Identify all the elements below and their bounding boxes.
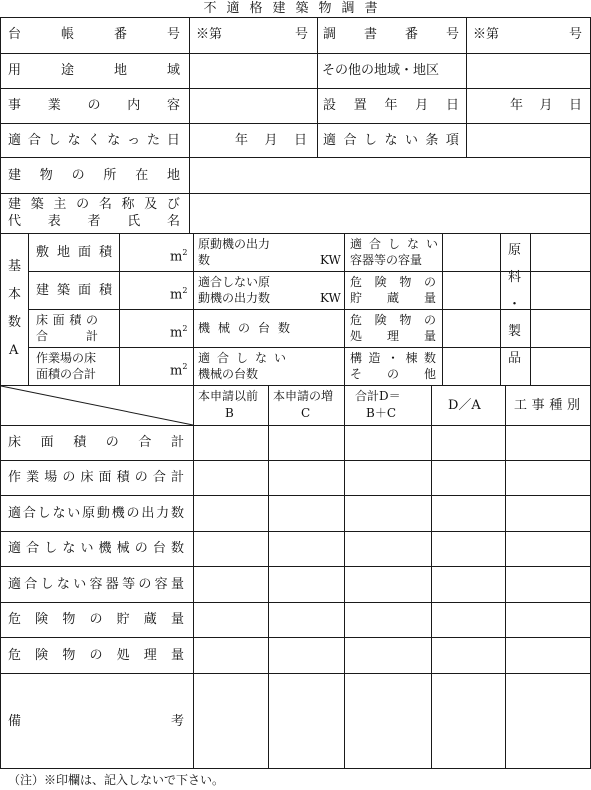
location-label	[8, 168, 180, 183]
nonconform-date-placeholder	[235, 133, 307, 148]
label-char: 面	[77, 283, 91, 298]
label-char: 物	[399, 275, 412, 289]
unit-m2: $m^2$	[170, 248, 188, 265]
label-char: 械	[116, 541, 130, 556]
label-char: 台	[8, 27, 22, 42]
label-char: 日	[293, 133, 307, 148]
rule	[268, 385, 269, 769]
label-char: 棟	[405, 351, 418, 365]
label-char: な	[107, 133, 121, 148]
survey-number-label	[323, 27, 459, 42]
rule	[0, 17, 591, 18]
label-char: 年	[235, 133, 249, 148]
label-char: 物	[39, 168, 53, 183]
nc-machines-label-2: 機械の台数	[198, 367, 259, 381]
label-char: 理	[143, 648, 157, 663]
rule	[0, 460, 591, 461]
rule	[317, 17, 318, 157]
label-char: 月	[539, 98, 553, 113]
label-char: 険	[374, 275, 387, 289]
survey-number-mark: ※第	[473, 27, 500, 42]
label-char: 険	[35, 612, 49, 627]
label-char: 適	[8, 577, 22, 592]
label-char: 内	[127, 98, 141, 113]
hazard-storage-label-2	[350, 291, 436, 305]
label-char: の	[76, 197, 90, 212]
label-char: 日	[445, 98, 459, 113]
install-date-placeholder	[510, 98, 582, 113]
label-char: の	[62, 470, 76, 485]
label-char: た	[147, 133, 161, 148]
label-char: 容	[154, 577, 168, 592]
row-label-hazard-storage	[8, 612, 184, 627]
label-char: 称	[121, 197, 135, 212]
rule	[0, 157, 591, 158]
label-char: 計	[170, 435, 184, 450]
rule	[193, 385, 194, 769]
label-char: な	[56, 577, 70, 592]
label-char: 面	[98, 470, 112, 485]
label-char: 械	[217, 321, 230, 335]
label-char: 造	[368, 351, 381, 365]
col-b-label-2: B	[225, 406, 234, 420]
row-label-floor-area	[8, 435, 184, 450]
label-char: の	[237, 321, 250, 335]
label-char: 用	[8, 63, 22, 78]
label-char: 険	[374, 313, 387, 327]
row-label-nc-container	[8, 577, 184, 592]
label-char: 番	[404, 27, 418, 42]
label-char: 床	[36, 313, 49, 327]
label-char: 建	[8, 168, 22, 183]
label-char: 合	[26, 541, 40, 556]
label-char: 他	[423, 367, 436, 381]
owner-label-line1	[8, 197, 180, 212]
hazard-process-label-1	[350, 313, 436, 327]
label-char: 設	[323, 98, 337, 113]
label-char: 域	[166, 63, 180, 78]
floor-area-label-2	[36, 329, 98, 343]
label-char: 数	[170, 506, 184, 521]
nc-machines-label-1	[198, 351, 286, 365]
label-char: 名	[98, 197, 112, 212]
label-char: 理	[386, 329, 399, 343]
rule	[0, 531, 591, 532]
workplace-area-label-1: 作業場の床	[36, 351, 97, 365]
structure-label-1	[350, 351, 436, 365]
label-char: 適	[350, 237, 363, 251]
label-char: い	[273, 351, 286, 365]
rule	[442, 233, 443, 385]
label-char: 日	[166, 133, 180, 148]
label-char: 処	[116, 648, 130, 663]
label-char: 号	[166, 27, 180, 42]
rule	[466, 17, 467, 157]
label-char: 合	[36, 329, 49, 343]
header-diagonal	[0, 385, 194, 426]
label-char: 危	[350, 275, 363, 289]
unit-m2: $m^2$	[170, 286, 188, 303]
nc-motor-label-2: 動機の出力数	[198, 291, 271, 305]
label-char: 危	[8, 648, 22, 663]
label-char: 合	[368, 237, 381, 251]
label-char: 敷	[36, 245, 50, 260]
label-char: 合	[24, 577, 38, 592]
label-char: 項	[445, 133, 459, 148]
label-char: の	[85, 313, 98, 327]
label-char: び	[166, 197, 180, 212]
label-char: 場	[44, 470, 58, 485]
label-char: 容	[89, 577, 103, 592]
install-date-label	[323, 98, 459, 113]
ledger-number-label	[8, 27, 180, 42]
row-label-workplace-area	[8, 470, 184, 485]
label-char: 代	[8, 214, 22, 229]
label-char: 適	[323, 133, 337, 148]
basic-side-label-3: 数	[8, 315, 22, 330]
unit-m2: $m^2$	[170, 362, 188, 379]
label-char: の	[71, 168, 85, 183]
col-d-label-1: 合計D＝	[355, 389, 401, 403]
label-char: 数	[423, 351, 436, 365]
label-char: 床	[80, 470, 94, 485]
building-area-label	[36, 283, 112, 298]
rule	[189, 17, 190, 233]
label-char: 築	[56, 283, 70, 298]
label-char: 在	[135, 168, 149, 183]
label-char: 調	[323, 27, 337, 42]
label-char: 年	[384, 98, 398, 113]
label-char: 日	[568, 98, 582, 113]
zoning-label	[8, 63, 180, 78]
label-char: の	[134, 541, 148, 556]
label-char: 建	[36, 283, 50, 298]
label-char: 工	[514, 398, 528, 413]
label-char: な	[254, 351, 267, 365]
label-char: 氏	[127, 214, 141, 229]
basic-side-label-2: 本	[8, 287, 22, 302]
materials-label-3: ・	[508, 297, 522, 312]
label-char: の	[423, 313, 436, 327]
other-zone-label: その他の地域・地区	[322, 63, 440, 78]
label-char: 作	[8, 470, 22, 485]
label-char: 蔵	[143, 612, 157, 627]
label-char: 合	[27, 133, 41, 148]
hazard-process-label-2	[350, 329, 436, 343]
label-char: 業	[47, 98, 61, 113]
label-char: な	[62, 541, 76, 556]
unit-m2: $m^2$	[170, 324, 188, 341]
label-char: 計	[170, 470, 184, 485]
col-type-label	[514, 398, 580, 413]
label-char: 面	[52, 313, 65, 327]
label-char: の	[423, 275, 436, 289]
label-char: 蔵	[386, 291, 399, 305]
nonconform-clause-label	[323, 133, 459, 148]
rule	[505, 385, 506, 769]
label-char: 合	[343, 133, 357, 148]
materials-label-2: 料	[508, 270, 522, 285]
label-char: 計	[85, 329, 98, 343]
label-char: 台	[152, 541, 166, 556]
rule	[0, 673, 591, 674]
unit-kw: KW	[320, 253, 341, 267]
materials-label-1: 原	[508, 243, 522, 258]
label-char: 器	[105, 577, 119, 592]
label-char: 合	[152, 470, 166, 485]
document-title: 不適格建築物調書	[203, 1, 388, 16]
label-char: く	[87, 133, 101, 148]
label-char: 量	[170, 577, 184, 592]
label-char: 積	[116, 470, 130, 485]
label-char: 適	[8, 541, 22, 556]
label-char: 適	[198, 351, 211, 365]
structure-label-2	[350, 367, 436, 381]
rule	[0, 233, 591, 234]
label-char: 面	[77, 245, 91, 260]
label-char: し	[47, 133, 61, 148]
label-char: 床	[8, 435, 22, 450]
label-char: し	[387, 237, 400, 251]
rule	[0, 88, 591, 89]
label-char: い	[425, 237, 438, 251]
label-char: 置	[353, 98, 367, 113]
label-char: 年	[510, 98, 524, 113]
rule	[193, 233, 194, 385]
label-char: そ	[350, 367, 363, 381]
rule	[119, 233, 120, 385]
label-char: い	[67, 506, 81, 521]
label-char: 帳	[60, 27, 74, 42]
label-char: の	[89, 612, 103, 627]
label-char: 等	[122, 577, 136, 592]
owner-label-line2	[8, 214, 180, 229]
rule	[28, 309, 591, 310]
label-char: 構	[350, 351, 363, 365]
motor-output-label-1: 原動機の出力	[198, 237, 271, 251]
label-char: 番	[113, 27, 127, 42]
rule	[500, 233, 501, 385]
label-char: 適	[8, 506, 22, 521]
label-char: 力	[156, 506, 170, 521]
remarks-label-left: 備	[8, 714, 22, 729]
rule	[0, 193, 591, 194]
ledger-number-suffix: 号	[295, 27, 309, 42]
label-char: 地	[113, 63, 127, 78]
label-char: 物	[62, 648, 76, 663]
rule	[344, 233, 345, 769]
site-area-label	[36, 245, 112, 260]
basic-side-label-4: A	[9, 343, 19, 358]
materials-label-5: 品	[508, 351, 522, 366]
row-label-nc-motor	[8, 506, 184, 521]
label-char: 積	[98, 245, 112, 260]
label-char: い	[73, 577, 87, 592]
label-char: し	[37, 506, 51, 521]
nc-motor-label-1: 適合しない原	[198, 275, 271, 289]
materials-label-4: 製	[508, 324, 522, 339]
label-char: の	[126, 506, 140, 521]
rule	[0, 566, 591, 567]
nc-container-label-1	[350, 237, 438, 251]
rule	[0, 53, 591, 54]
footnote: （注）※印欄は、記入しないで下さい。	[8, 773, 225, 787]
col-b-label-1: 本申請以前	[198, 389, 259, 403]
label-char: 数	[277, 321, 290, 335]
label-char: な	[384, 133, 398, 148]
label-char: 積	[98, 283, 112, 298]
label-char: 合	[216, 351, 229, 365]
nonconform-date-label	[8, 133, 180, 148]
label-char: 動	[96, 506, 110, 521]
label-char: 物	[399, 313, 412, 327]
label-char: 容	[166, 98, 180, 113]
label-char: 表	[47, 214, 61, 229]
label-char: 建	[8, 197, 22, 212]
label-char: し	[40, 577, 54, 592]
label-char: の	[87, 98, 101, 113]
label-char: 台	[257, 321, 270, 335]
rule	[0, 123, 591, 124]
label-char: 築	[30, 197, 44, 212]
machines-label	[198, 321, 290, 335]
label-char: の	[386, 367, 399, 381]
label-char: 合	[22, 506, 36, 521]
label-char: し	[235, 351, 248, 365]
label-char: 主	[53, 197, 67, 212]
label-char: ・	[386, 351, 399, 365]
rule	[0, 495, 591, 496]
label-char: 量	[170, 612, 184, 627]
row-label-nc-machines	[8, 541, 184, 556]
label-char: の	[89, 648, 103, 663]
ledger-number-mark: ※第	[196, 27, 223, 42]
col-c-label-2: C	[301, 406, 311, 420]
label-char: 条	[425, 133, 439, 148]
label-char: 面	[40, 435, 54, 450]
label-char: な	[67, 133, 81, 148]
label-char: 貯	[350, 291, 363, 305]
label-char: 物	[62, 612, 76, 627]
floor-area-label-1	[36, 313, 98, 327]
survey-number-suffix: 号	[569, 27, 583, 42]
rule	[0, 602, 591, 603]
nc-container-label-2: 容器等の容量	[350, 253, 423, 267]
label-char: 量	[423, 329, 436, 343]
label-char: 書	[363, 27, 377, 42]
label-char: 者	[87, 214, 101, 229]
rule	[0, 637, 591, 638]
remarks-label-right: 考	[171, 714, 185, 729]
label-char: い	[80, 541, 94, 556]
label-char: 地	[166, 168, 180, 183]
label-char: 及	[144, 197, 158, 212]
label-char: 積	[73, 435, 87, 450]
label-char: し	[44, 541, 58, 556]
label-char: 量	[170, 648, 184, 663]
label-char: 事	[8, 98, 22, 113]
rule	[28, 233, 29, 385]
label-char: っ	[127, 133, 141, 148]
unit-kw: KW	[320, 291, 341, 305]
label-char: 出	[141, 506, 155, 521]
label-char: の	[138, 577, 152, 592]
rule	[28, 271, 591, 272]
label-char: な	[406, 237, 419, 251]
label-char: 数	[170, 541, 184, 556]
label-char: 月	[264, 133, 278, 148]
basic-side-label-1: 基	[8, 259, 22, 274]
label-char: 積	[69, 313, 82, 327]
hazard-storage-label-1	[350, 275, 436, 289]
label-char: 事	[531, 398, 545, 413]
label-char: 危	[8, 612, 22, 627]
col-da-label: D／A	[448, 398, 481, 413]
label-char: 業	[26, 470, 40, 485]
label-char: い	[404, 133, 418, 148]
form-table	[0, 17, 591, 769]
label-char: 処	[350, 329, 363, 343]
label-char: な	[52, 506, 66, 521]
label-char: 量	[423, 291, 436, 305]
label-char: 危	[350, 313, 363, 327]
label-char: 種	[549, 398, 563, 413]
label-char: し	[363, 133, 377, 148]
label-char: 名	[166, 214, 180, 229]
label-char: 貯	[116, 612, 130, 627]
label-char: 機	[198, 321, 211, 335]
label-char: 原	[82, 506, 96, 521]
business-label	[8, 98, 180, 113]
rule	[530, 233, 531, 385]
label-char: 機	[98, 541, 112, 556]
label-char: 適	[8, 133, 22, 148]
rule	[0, 768, 591, 769]
label-char: の	[134, 470, 148, 485]
label-char: 地	[56, 245, 70, 260]
col-d-label-2: B＋C	[366, 406, 397, 420]
label-char: 機	[111, 506, 125, 521]
label-char: 険	[35, 648, 49, 663]
label-char: の	[105, 435, 119, 450]
col-c-label-1: 本申請の増	[273, 389, 334, 403]
label-char: 号	[445, 27, 459, 42]
label-char: 途	[60, 63, 74, 78]
label-char: 月	[415, 98, 429, 113]
row-label-hazard-process	[8, 648, 184, 663]
rule	[431, 385, 432, 769]
workplace-area-label-2: 面積の合計	[36, 367, 97, 381]
rule	[28, 347, 591, 348]
label-char: 合	[138, 435, 152, 450]
label-char: 別	[566, 398, 580, 413]
motor-output-label-2: 数	[198, 253, 211, 267]
label-char: 所	[103, 168, 117, 183]
